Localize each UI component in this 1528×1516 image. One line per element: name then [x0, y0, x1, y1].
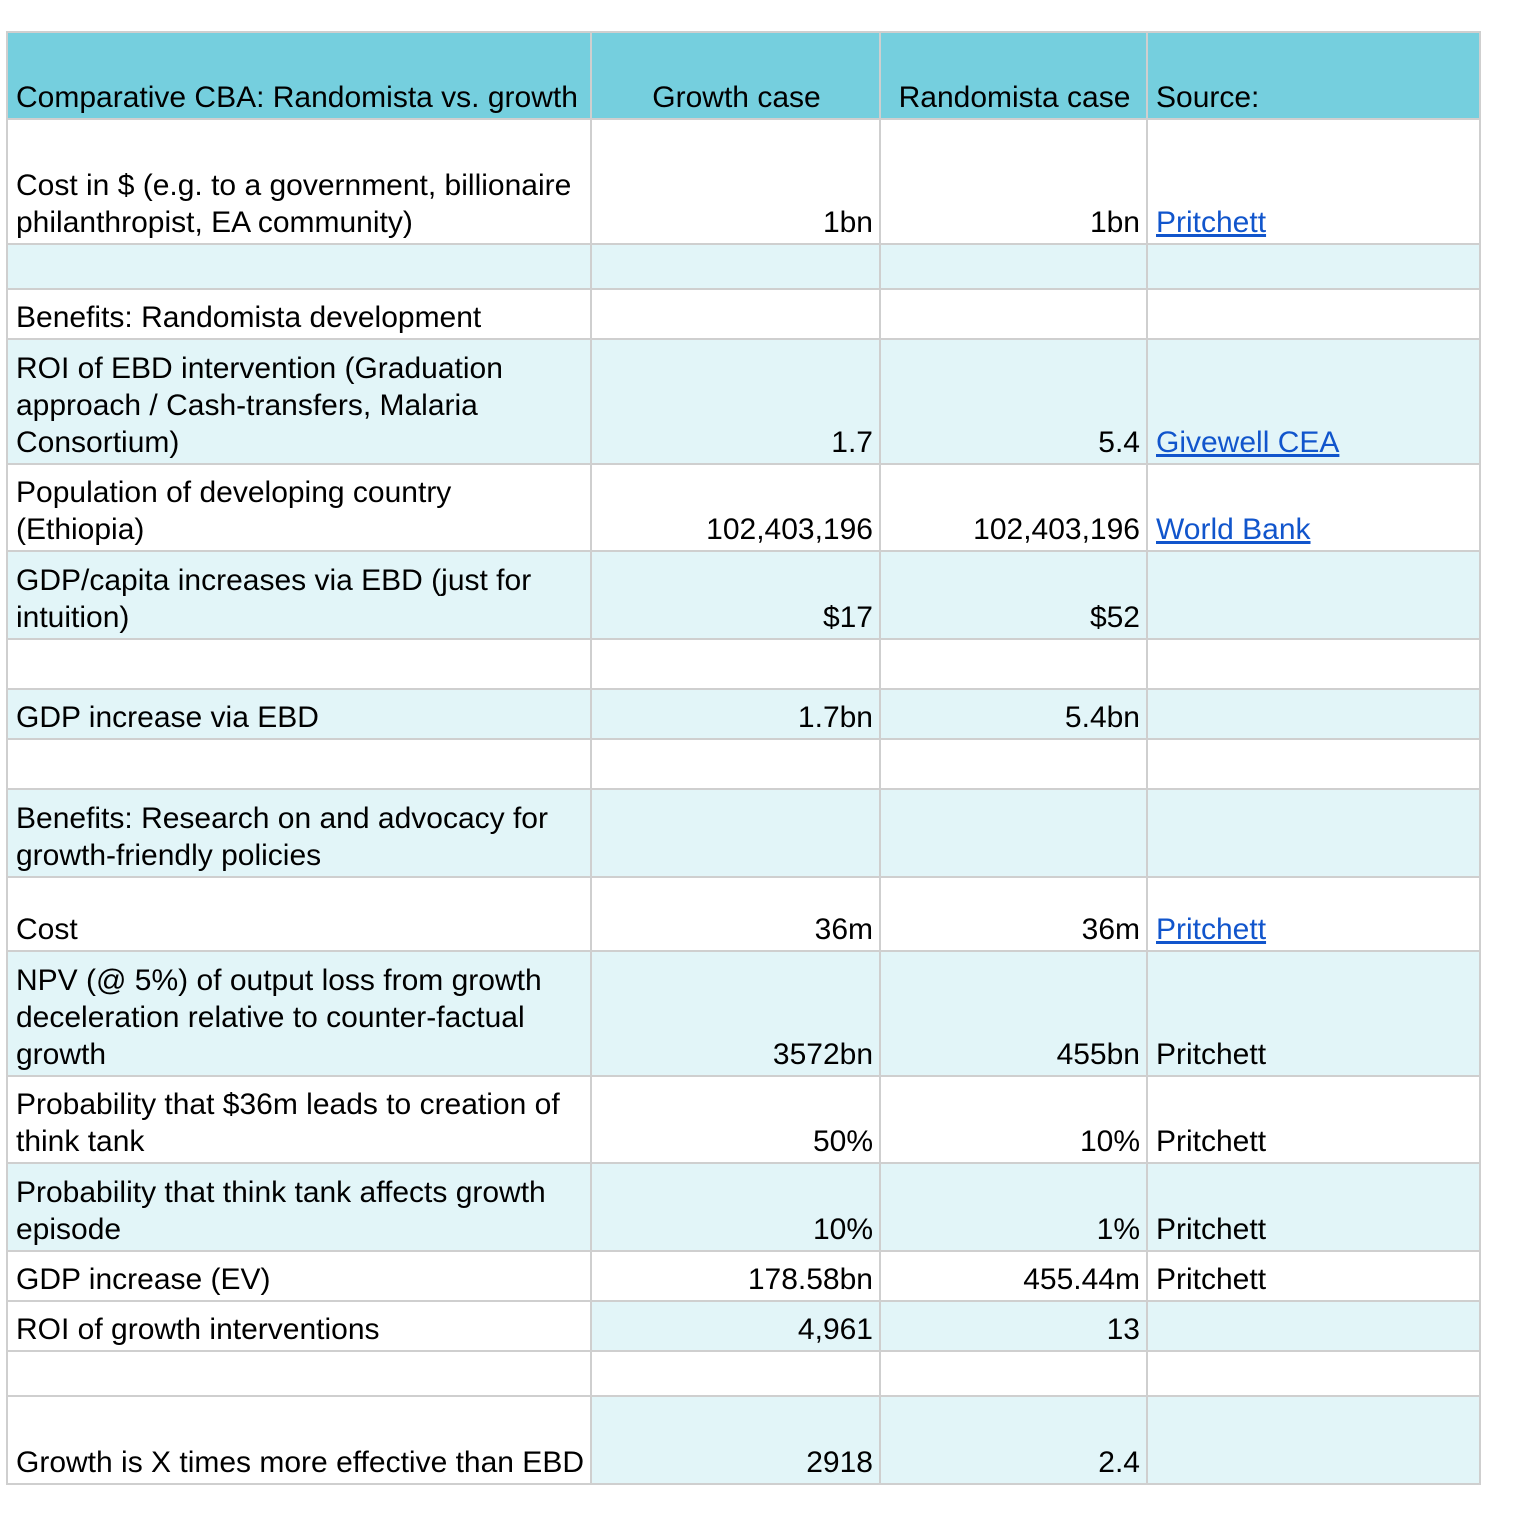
growth-value-cell[interactable]: 36m — [591, 877, 880, 951]
growth-value-cell[interactable]: 1bn — [591, 119, 880, 244]
source-cell[interactable] — [1147, 464, 1480, 551]
randomista-value-cell[interactable] — [880, 289, 1147, 339]
randomista-value-cell[interactable] — [880, 789, 1147, 877]
section-heading-cell[interactable]: Benefits: Randomista development — [7, 289, 591, 339]
row-label-cell[interactable]: ROI of EBD intervention (Graduation approach / Cash-transfers, Malaria Consortium) — [7, 339, 591, 464]
randomista-value-cell[interactable]: 102,403,196 — [880, 464, 1147, 551]
source-link[interactable]: Pritchett — [1156, 913, 1267, 946]
source-cell[interactable] — [1147, 339, 1480, 464]
row-label-cell[interactable]: GDP/capita increases via EBD (just for intuition) — [7, 551, 591, 639]
table-row — [7, 289, 1480, 339]
row-label-cell[interactable]: ROI of growth interventions — [7, 1301, 591, 1351]
header-randomista-cell[interactable]: Randomista case — [880, 32, 1147, 119]
header-growth-cell[interactable]: Growth case — [591, 32, 880, 119]
source-cell[interactable] — [1147, 289, 1480, 339]
growth-value-cell[interactable]: 1.7 — [591, 339, 880, 464]
randomista-value-cell[interactable]: 455bn — [880, 951, 1147, 1076]
section-heading-cell[interactable]: Benefits: Research on and advocacy for growth-friendly policies — [7, 789, 591, 877]
table-row — [7, 689, 1480, 739]
row-label-cell[interactable]: Growth is X times more effective than EBD — [7, 1396, 591, 1484]
randomista-value-cell[interactable]: 10% — [880, 1076, 1147, 1163]
randomista-value-cell[interactable]: 36m — [880, 877, 1147, 951]
growth-value-cell[interactable] — [591, 789, 880, 877]
growth-value-cell[interactable]: $17 — [591, 551, 880, 639]
growth-value-cell[interactable] — [591, 244, 880, 289]
growth-value-cell[interactable]: 1.7bn — [591, 689, 880, 739]
row-label-cell[interactable] — [7, 639, 591, 689]
growth-value-cell[interactable] — [591, 289, 880, 339]
row-label-cell[interactable]: Cost — [7, 877, 591, 951]
randomista-value-cell[interactable]: 1% — [880, 1163, 1147, 1251]
source-cell[interactable] — [1147, 739, 1480, 789]
randomista-value-cell[interactable]: 5.4bn — [880, 689, 1147, 739]
source-cell[interactable] — [1147, 789, 1480, 877]
source-cell[interactable]: Pritchett — [1147, 1251, 1480, 1301]
header-source-cell[interactable]: Source: — [1147, 32, 1480, 119]
source-cell[interactable] — [1147, 244, 1480, 289]
table-row — [7, 1251, 1480, 1301]
randomista-value-cell[interactable]: $52 — [880, 551, 1147, 639]
randomista-value-cell[interactable] — [880, 639, 1147, 689]
table-row — [7, 1396, 1480, 1484]
table-row — [7, 739, 1480, 789]
table-row — [7, 1076, 1480, 1163]
source-cell[interactable] — [1147, 119, 1480, 244]
growth-value-cell[interactable] — [591, 639, 880, 689]
table-row — [7, 1351, 1480, 1396]
header-label-cell[interactable]: Comparative CBA: Randomista vs. growth — [7, 32, 591, 119]
row-label-cell[interactable]: NPV (@ 5%) of output loss from growth deceleration relative to counter-factual growth — [7, 951, 591, 1076]
table-row — [7, 951, 1480, 1076]
randomista-value-cell[interactable]: 13 — [880, 1301, 1147, 1351]
growth-value-cell[interactable]: 10% — [591, 1163, 880, 1251]
row-label-cell[interactable] — [7, 739, 591, 789]
randomista-value-cell[interactable]: 455.44m — [880, 1251, 1147, 1301]
source-cell[interactable] — [1147, 551, 1480, 639]
table-row — [7, 119, 1480, 244]
table-row — [7, 244, 1480, 289]
row-label-cell[interactable]: Probability that $36m leads to creation of think tank — [7, 1076, 591, 1163]
table-row — [7, 877, 1480, 951]
table-row — [7, 789, 1480, 877]
growth-value-cell[interactable]: 3572bn — [591, 951, 880, 1076]
growth-value-cell[interactable] — [591, 1351, 880, 1396]
source-cell[interactable] — [1147, 639, 1480, 689]
table-row — [7, 1301, 1480, 1351]
source-cell[interactable] — [1147, 1301, 1480, 1351]
table-row — [7, 464, 1480, 551]
row-label-cell[interactable] — [7, 244, 591, 289]
growth-value-cell[interactable]: 102,403,196 — [591, 464, 880, 551]
source-link[interactable]: World Bank — [1156, 513, 1311, 546]
header-row — [7, 32, 1480, 119]
source-cell[interactable]: Pritchett — [1147, 951, 1480, 1076]
randomista-value-cell[interactable]: 1bn — [880, 119, 1147, 244]
randomista-value-cell[interactable]: 5.4 — [880, 339, 1147, 464]
growth-value-cell[interactable]: 2918 — [591, 1396, 880, 1484]
source-cell[interactable] — [1147, 1396, 1480, 1484]
source-link[interactable]: Pritchett — [1156, 206, 1267, 239]
row-label-cell[interactable] — [7, 1351, 591, 1396]
randomista-value-cell[interactable] — [880, 739, 1147, 789]
row-label-cell[interactable]: Probability that think tank affects growth episode — [7, 1163, 591, 1251]
source-cell[interactable] — [1147, 877, 1480, 951]
growth-value-cell[interactable]: 4,961 — [591, 1301, 880, 1351]
source-cell[interactable]: Pritchett — [1147, 1163, 1480, 1251]
growth-value-cell[interactable] — [591, 739, 880, 789]
randomista-value-cell[interactable]: 2.4 — [880, 1396, 1147, 1484]
row-label-cell[interactable]: GDP increase (EV) — [7, 1251, 591, 1301]
source-cell[interactable] — [1147, 1351, 1480, 1396]
table-row — [7, 639, 1480, 689]
table-row — [7, 551, 1480, 639]
source-link[interactable]: Givewell CEA — [1156, 426, 1340, 459]
randomista-value-cell[interactable] — [880, 1351, 1147, 1396]
growth-value-cell[interactable]: 178.58bn — [591, 1251, 880, 1301]
row-label-cell[interactable]: GDP increase via EBD — [7, 689, 591, 739]
growth-value-cell[interactable]: 50% — [591, 1076, 880, 1163]
cba-table — [6, 31, 1481, 1485]
table-row — [7, 339, 1480, 464]
source-cell[interactable]: Pritchett — [1147, 1076, 1480, 1163]
table-row — [7, 1163, 1480, 1251]
randomista-value-cell[interactable] — [880, 244, 1147, 289]
row-label-cell[interactable]: Population of developing country (Ethiopia) — [7, 464, 591, 551]
row-label-cell[interactable]: Cost in $ (e.g. to a government, billionaire philanthropist, EA community) — [7, 119, 591, 244]
source-cell[interactable] — [1147, 689, 1480, 739]
